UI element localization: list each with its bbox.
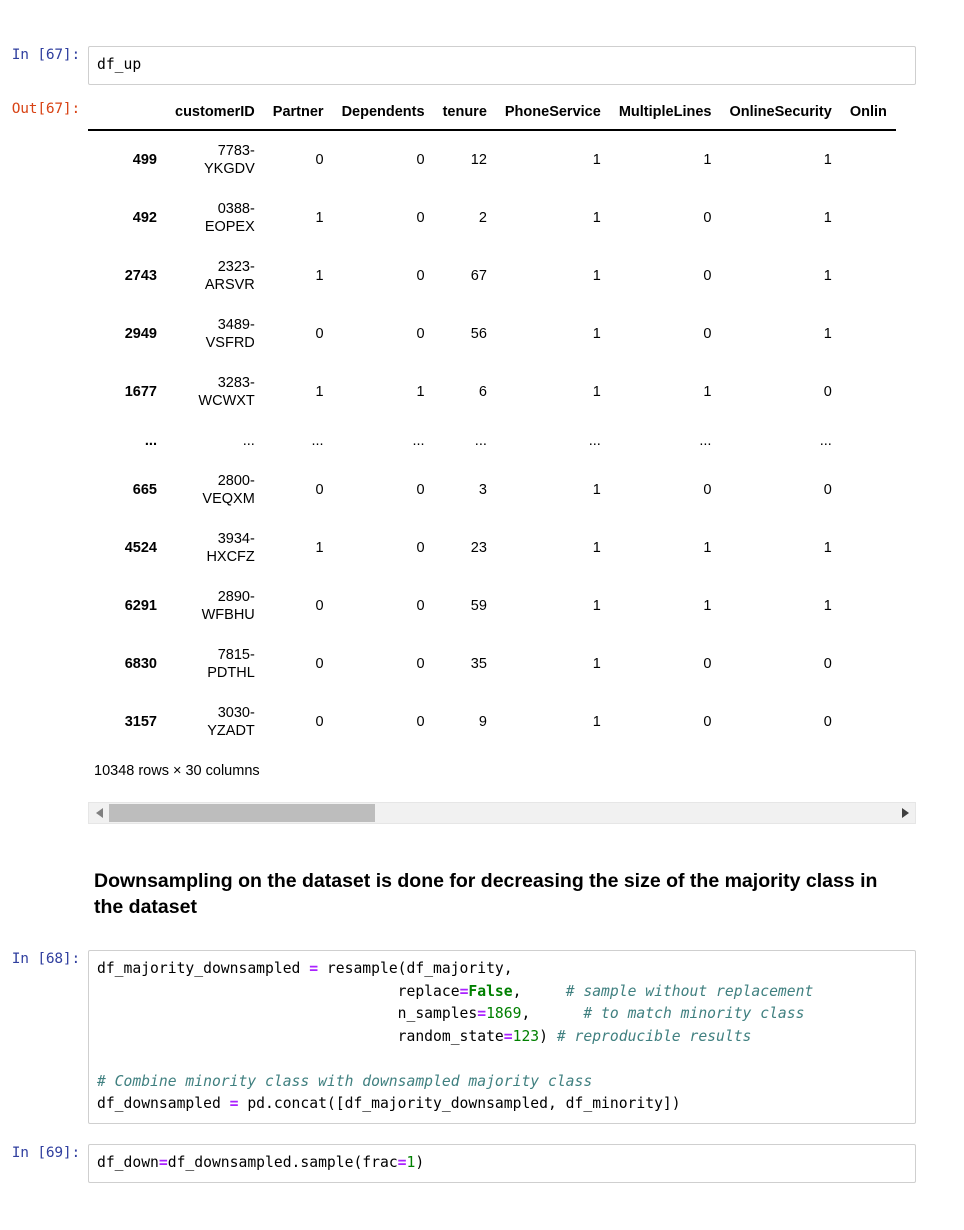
cell-tenure: 3 [478, 482, 487, 498]
cell-onlinebackup [841, 461, 896, 519]
code-frag [97, 983, 398, 1000]
cell-multiplelines: 1 [703, 598, 712, 614]
row-index: 6830 [124, 656, 157, 672]
cell-customerid: 3030-YZADT [207, 705, 255, 739]
row-index: 665 [132, 482, 157, 498]
code-editor-68[interactable] [88, 950, 916, 1124]
code-cell-in-69[interactable] [0, 1144, 964, 1183]
cell-dependents: ... [412, 433, 425, 449]
markdown-heading-downsampling: Downsampling on the dataset is done for decreasing the size of the majority class in the dataset [94, 870, 878, 918]
cell-partner: 0 [315, 598, 324, 614]
cell-multiplelines: ... [699, 433, 712, 449]
cell-onlinebackup [841, 363, 896, 421]
cell-onlinesecurity: 1 [823, 540, 832, 556]
cell-onlinebackup [841, 305, 896, 363]
code-frag: 123 [512, 1027, 540, 1045]
cell-multiplelines: 0 [703, 210, 712, 226]
cell-tenure: 6 [478, 384, 487, 400]
code-editor-69[interactable] [88, 1144, 916, 1183]
cell-dependents: 0 [416, 268, 425, 284]
code-cell-in-67[interactable] [0, 46, 964, 85]
cell-dependents: 0 [416, 482, 425, 498]
cell-dependents: 0 [416, 326, 425, 342]
code-comment: # Combine minority class with downsampled majority class [97, 1072, 593, 1090]
code-cell-in-68[interactable] [0, 950, 964, 1124]
dataframe-scroll-container[interactable] [88, 100, 913, 751]
cell-partner: 0 [315, 152, 324, 168]
code-frag: = [459, 982, 469, 1000]
code-frag: ) [415, 1154, 425, 1171]
code-input-area-67[interactable] [88, 46, 964, 85]
dataframe-output [88, 100, 964, 779]
cell-customerid: 3489-VSFRD [205, 317, 255, 351]
cell-tenure: 35 [470, 656, 487, 672]
cell-phoneservice: ... [588, 433, 601, 449]
code-frag: df_downsampled [97, 1095, 230, 1112]
cell-onlinesecurity: 0 [823, 714, 832, 730]
cell-phoneservice: 1 [592, 268, 601, 284]
output-cell-out-67 [0, 100, 964, 779]
cell-onlinesecurity: 1 [823, 326, 832, 342]
code-frag: replace [397, 982, 460, 1000]
code-frag: , [521, 1005, 531, 1022]
cell-multiplelines: 0 [703, 268, 712, 284]
cell-partner: 0 [315, 656, 324, 672]
cell-onlinebackup [841, 519, 896, 577]
row-index-ellipsis: ... [144, 433, 157, 449]
cell-multiplelines: 1 [703, 152, 712, 168]
column-header-onlinesecurity[interactable]: OnlineSecurity [720, 100, 840, 130]
cell-dependents: 0 [416, 152, 425, 168]
column-header-partner[interactable]: Partner [264, 100, 333, 130]
cell-customerid: 0388-EOPEX [204, 201, 255, 235]
column-header-multiplelines[interactable]: MultipleLines [610, 100, 721, 130]
row-index: 4524 [124, 540, 157, 556]
cell-phoneservice: 1 [592, 714, 601, 730]
cell-phoneservice: 1 [592, 152, 601, 168]
cell-onlinesecurity: 1 [823, 152, 832, 168]
code-frag: 1 [406, 1154, 416, 1171]
cell-onlinesecurity: 1 [823, 268, 832, 284]
code-frag: = [158, 1154, 168, 1171]
cell-onlinebackup [841, 421, 896, 461]
code-comment: # sample without replacement [565, 982, 814, 1000]
cell-customerid: 7783-YKGDV [204, 143, 255, 177]
code-input-area-68[interactable] [88, 950, 964, 1124]
cell-tenure: 67 [470, 268, 487, 284]
code-text-68 [89, 958, 915, 1116]
cell-phoneservice: 1 [592, 326, 601, 342]
cell-partner: 1 [315, 384, 324, 400]
code-frag: , [512, 982, 522, 1000]
cell-partner: 0 [315, 714, 324, 730]
cell-customerid: 2890-WFBHU [201, 589, 255, 623]
code-editor-67[interactable] [88, 46, 916, 85]
column-header-dependents[interactable]: Dependents [333, 100, 434, 130]
table-row [88, 363, 896, 421]
scrollbar-track[interactable] [109, 803, 895, 823]
cell-customerid: 7815-PDTHL [207, 647, 255, 681]
cell-multiplelines: 1 [703, 540, 712, 556]
prompt-in-67: In [67]: [11, 47, 80, 63]
cell-customerid: ... [242, 433, 255, 449]
cell-onlinebackup [841, 247, 896, 305]
cell-dependents: 0 [416, 210, 425, 226]
dataframe-body [88, 130, 896, 751]
code-frag: df_down [97, 1154, 159, 1171]
cell-tenure: 56 [470, 326, 487, 342]
cell-dependents: 0 [416, 540, 425, 556]
table-row-ellipsis [88, 421, 896, 461]
dataframe-table [88, 100, 896, 751]
cell-dependents: 0 [416, 714, 425, 730]
code-frag: = [477, 1005, 487, 1022]
cell-onlinesecurity: 0 [823, 384, 832, 400]
column-header-tenure[interactable]: tenure [434, 100, 496, 130]
row-index: 1677 [124, 384, 157, 400]
cell-partner: 1 [315, 268, 324, 284]
table-row [88, 305, 896, 363]
code-frag [97, 1028, 398, 1045]
code-frag [521, 983, 565, 1000]
code-frag: resample(df_majority, [318, 960, 513, 977]
scroll-left-arrow-icon[interactable] [89, 803, 109, 823]
table-row [88, 189, 896, 247]
cell-phoneservice: 1 [592, 384, 601, 400]
cell-customerid: 2323-ARSVR [204, 259, 255, 293]
column-header-phoneservice[interactable]: PhoneService [496, 100, 610, 130]
cell-tenure: 2 [478, 210, 487, 226]
code-frag: ) [539, 1027, 557, 1045]
code-text-69 [89, 1152, 915, 1175]
cell-multiplelines: 0 [703, 656, 712, 672]
cell-dependents: 0 [416, 598, 425, 614]
code-frag [97, 1005, 398, 1022]
table-row [88, 247, 896, 305]
row-index: 2949 [124, 326, 157, 342]
cell-phoneservice: 1 [592, 482, 601, 498]
cell-partner: ... [311, 433, 324, 449]
code-frag: False [468, 982, 513, 1000]
cell-multiplelines: 0 [703, 326, 712, 342]
cell-onlinebackup [841, 130, 896, 189]
cell-tenure: ... [474, 433, 487, 449]
column-header-customerid[interactable]: customerID [166, 100, 264, 130]
code-frag: n_samples [397, 1005, 478, 1022]
cell-dependents: 1 [416, 384, 425, 400]
scroll-right-arrow-icon[interactable] [895, 803, 915, 823]
code-frag: = [397, 1154, 407, 1171]
table-row [88, 577, 896, 635]
cell-onlinesecurity: ... [819, 433, 832, 449]
scrollbar-thumb[interactable] [109, 804, 375, 822]
row-index: 492 [132, 210, 157, 226]
cell-phoneservice: 1 [592, 656, 601, 672]
code-input-area-69[interactable] [88, 1144, 964, 1183]
cell-onlinebackup [841, 577, 896, 635]
code-comment: # to match minority class [583, 1005, 805, 1022]
cell-dependents: 0 [416, 656, 425, 672]
cell-multiplelines: 1 [703, 384, 712, 400]
prompt-out-67: Out[67]: [11, 101, 80, 117]
cell-onlinebackup [841, 635, 896, 693]
cell-customerid: 3283-WCWXT [198, 375, 255, 409]
cell-customerid: 2800-VEQXM [202, 473, 255, 507]
code-frag: = [309, 960, 319, 977]
code-frag [530, 1005, 583, 1022]
row-index: 2743 [124, 268, 157, 284]
cell-tenure: 23 [470, 540, 487, 556]
cell-multiplelines: 0 [703, 714, 712, 730]
code-frag: = [229, 1095, 239, 1112]
code-frag: df_downsampled.sample(frac [167, 1154, 398, 1171]
cell-onlinesecurity: 0 [823, 482, 832, 498]
cell-tenure: 12 [470, 152, 487, 168]
cell-phoneservice: 1 [592, 540, 601, 556]
row-index: 499 [132, 152, 157, 168]
cell-phoneservice: 1 [592, 210, 601, 226]
code-text-67: df_up [97, 56, 142, 73]
dataframe-shape-label: 10348 rows × 30 columns [94, 763, 260, 779]
cell-tenure: 9 [478, 714, 487, 730]
output-horizontal-scrollbar[interactable] [88, 802, 916, 824]
cell-customerid: 3934-HXCFZ [206, 531, 255, 565]
row-index: 3157 [124, 714, 157, 730]
dataframe-header-row [88, 100, 896, 130]
table-row [88, 693, 896, 751]
table-row [88, 130, 896, 189]
code-frag: pd.concat([df_majority_downsampled, df_minority]) [238, 1095, 681, 1112]
code-frag: = [503, 1027, 513, 1045]
cell-partner: 0 [315, 482, 324, 498]
prompt-in-68: In [68]: [11, 951, 80, 967]
cell-tenure: 59 [470, 598, 487, 614]
table-row [88, 635, 896, 693]
cell-multiplelines: 0 [703, 482, 712, 498]
dataframe-index-header [88, 100, 166, 130]
table-row [88, 519, 896, 577]
table-row [88, 461, 896, 519]
cell-onlinesecurity: 0 [823, 656, 832, 672]
code-frag: df_majority_downsampled [97, 960, 310, 977]
cell-partner: 1 [315, 210, 324, 226]
row-index: 6291 [124, 598, 157, 614]
cell-partner: 0 [315, 326, 324, 342]
code-frag: 1869 [486, 1005, 522, 1022]
cell-onlinebackup [841, 693, 896, 751]
dataframe-head [88, 100, 896, 130]
cell-onlinesecurity: 1 [823, 598, 832, 614]
code-comment: # reproducible results [556, 1027, 752, 1045]
column-header-onlinebackup-truncated[interactable]: Onlin [841, 100, 896, 130]
prompt-in-69: In [69]: [11, 1145, 80, 1161]
code-frag: random_state [397, 1027, 504, 1045]
cell-onlinesecurity: 1 [823, 210, 832, 226]
cell-partner: 1 [315, 540, 324, 556]
cell-phoneservice: 1 [592, 598, 601, 614]
cell-onlinebackup [841, 189, 896, 247]
